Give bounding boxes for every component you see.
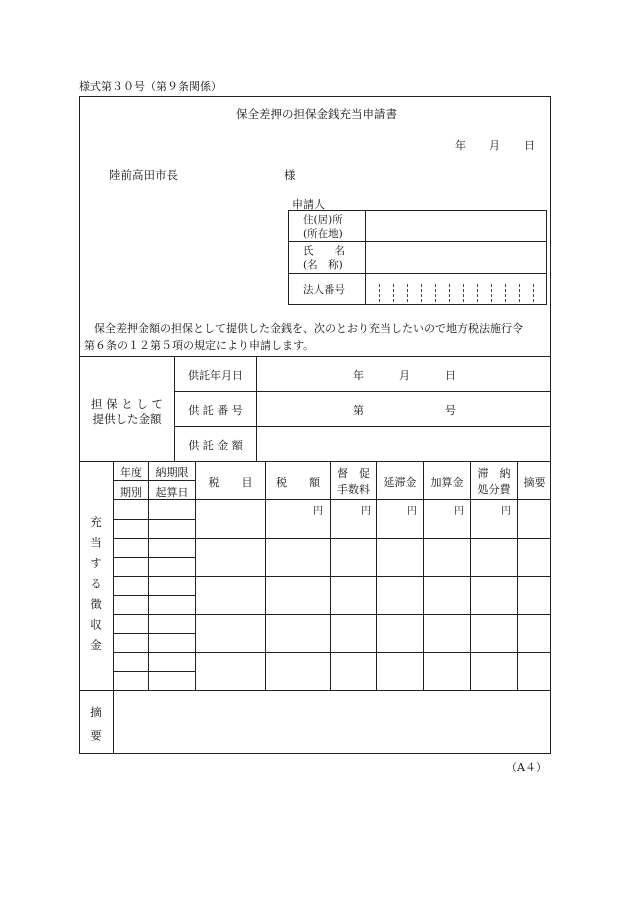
header-term: 期別	[120, 486, 142, 499]
header-calc-date: 起算日	[155, 486, 189, 499]
header-late-fee: 延滞金	[383, 476, 417, 489]
paper-size: （A４）	[506, 761, 547, 774]
body-text-line1: 保全差押金額の担保として提供した金銭を、次のとおり充当したいので地方税法施行令	[94, 322, 523, 335]
deposit-date-month: 月	[399, 369, 410, 382]
header-deadline: 納期限	[155, 466, 189, 479]
deposit-number-prefix: 第	[353, 404, 364, 417]
collateral-label: 担 保 と し て	[90, 397, 164, 411]
address-value[interactable]	[368, 212, 544, 239]
address-label: 住(居)所	[303, 214, 343, 226]
unit-dunning: 円	[361, 506, 371, 517]
deposit-number-suffix: 号	[445, 404, 456, 417]
date-month: 月	[489, 139, 500, 152]
name-label: 氏 名	[303, 245, 345, 257]
deposit-date-year: 年	[353, 369, 364, 382]
address-label-sub: (所在地)	[303, 228, 343, 240]
applicant-heading: 申請人	[292, 198, 325, 211]
form-number: 様式第３０号（第９条関係）	[79, 80, 222, 93]
date-day: 日	[524, 139, 535, 152]
deposit-date-label: 供託年月日	[188, 369, 243, 382]
header-tax-amount: 税 額	[276, 476, 320, 489]
date-year: 年	[455, 139, 466, 152]
deposit-number-label: 供 託 番 号	[188, 404, 243, 417]
unit-tax-amount: 円	[313, 506, 323, 517]
header-dunning-sub: 手数料	[337, 483, 370, 496]
deposit-date-day: 日	[445, 369, 456, 382]
remarks-label: 摘要	[89, 706, 103, 753]
header-dunning: 督 促	[337, 467, 370, 480]
header-tax-item: 税 目	[208, 476, 253, 489]
deposit-amount-value[interactable]	[258, 428, 548, 459]
name-label-sub: (名 称)	[303, 259, 343, 271]
name-value[interactable]	[368, 243, 544, 270]
header-year: 年度	[120, 466, 142, 479]
remarks-value[interactable]	[115, 692, 549, 752]
unit-disposal: 円	[501, 506, 511, 517]
header-surcharge: 加算金	[430, 476, 464, 489]
corp-number-field[interactable]	[366, 274, 546, 304]
collateral-label-sub: 提供した金額	[92, 412, 162, 426]
header-remarks: 摘要	[523, 476, 546, 489]
deposit-amount-label: 供 託 金 額	[188, 439, 243, 452]
allocation-side-label: 充当する徴収金	[89, 516, 103, 660]
addressee-name: 陸前高田市長	[109, 168, 178, 182]
body-text-line2: 第６条の１２第５項の規定により申請します。	[84, 339, 315, 352]
corp-number-label: 法人番号	[303, 284, 345, 296]
header-disposal: 滞 納	[477, 467, 511, 480]
addressee-honorific: 様	[284, 168, 296, 182]
header-disposal-sub: 処分費	[477, 483, 511, 496]
unit-surcharge: 円	[454, 506, 464, 517]
form-title: 保全差押の担保金銭充当申請書	[236, 107, 397, 121]
unit-late-fee: 円	[407, 506, 417, 517]
